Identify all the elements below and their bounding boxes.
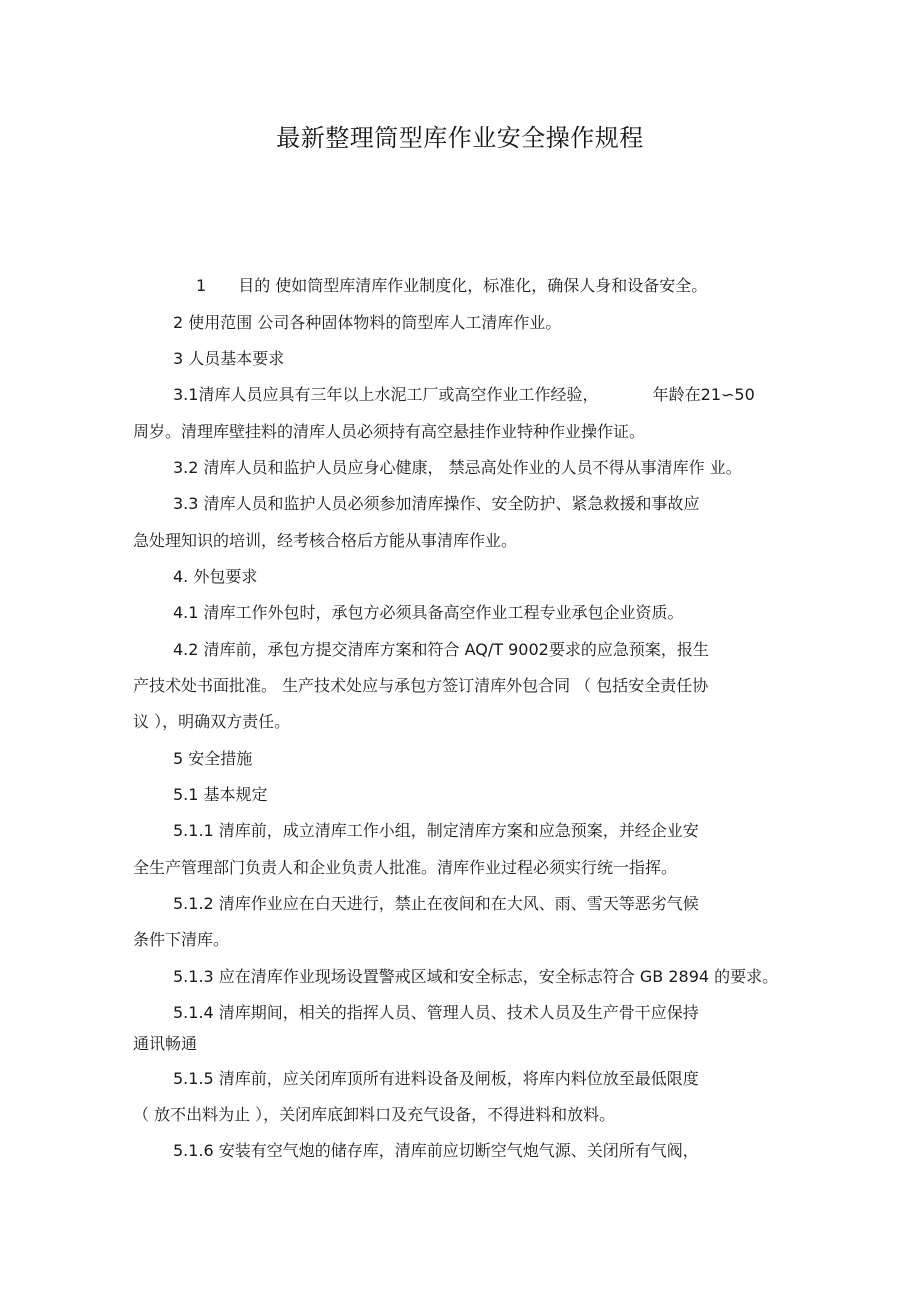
paragraph-line-25: 5.1.6 安装有空气炮的储存库，清库前应切断空气炮气源、关闭所有气阀，: [173, 1141, 699, 1160]
paragraph-line-22: 通讯畅通: [133, 1034, 198, 1053]
paragraph-line-19: 条件下清库。: [133, 930, 230, 949]
paragraph-line-20: 5.1.3 应在清库作业现场设置警戒区域和安全标志，安全标志符合 GB 2894 的要求。: [173, 967, 779, 986]
paragraph-line-15: 5.1 基本规定: [173, 785, 268, 804]
paragraph-line-21: 5.1.4 清库期间，相关的指挥人员、管理人员、技术人员及生产骨干应保持: [173, 1003, 699, 1022]
paragraph-line-24: （ 放不出料为止 ），关闭库底卸料口及充气设备，不得进料和放料。: [133, 1105, 616, 1124]
paragraph-line-4: [173, 385, 755, 405]
paragraph-line-3: 3 人员基本要求: [173, 349, 285, 368]
paragraph-text: 目的 使如筒型库清库作业制度化，标准化，确保人身和设备安全。: [238, 276, 708, 295]
paragraph-line-11: 4.2 清库前，承包方提交清库方案和符合 AQ/T 9002要求的应急预案，报生: [173, 640, 709, 659]
paragraph-line-16: 5.1.1 清库前，成立清库工作小组，制定清库方案和应急预案，并经企业安: [173, 821, 699, 840]
paragraph-line-10: 4.1 清库工作外包时，承包方必须具备高空作业工程专业承包企业资质。: [173, 603, 684, 622]
paragraph-text-a: 3.1清库人员应具有三年以上水泥工厂或高空作业工作经验，: [173, 385, 599, 404]
paragraph-text-b: 年龄在21∽50: [652, 385, 755, 404]
paragraph-line-8: 急处理知识的培训，经考核合格后方能从事清库作业。: [133, 531, 518, 550]
paragraph-line-12: 产技术处书面批准。 生产技术处应与承包方签订清库外包合同 （ 包括安全责任协: [133, 676, 709, 695]
paragraph-line-2: 2 使用范围 公司各种固体物料的筒型库人工清库作业。: [173, 313, 562, 332]
paragraph-line-17: 全生产管理部门负责人和企业负责人批准。清库作业过程必须实行统一指挥。: [133, 858, 678, 877]
paragraph-line-13: 议 ），明确双方责任。: [133, 712, 291, 731]
paragraph-line-6: 3.2 清库人员和监护人员应身心健康， 禁忌高处作业的人员不得从事清库作 业。: [173, 458, 742, 477]
paragraph-line-7: 3.3 清库人员和监护人员必须参加清库操作、安全防护、紧急救援和事故应: [173, 494, 700, 513]
paragraph-line-5: 周岁。清理库壁挂料的清库人员必须持有高空悬挂作业特种作业操作证。: [133, 422, 646, 441]
paragraph-line-14: 5 安全措施: [173, 749, 253, 768]
paragraph-line-9: 4. 外包要求: [173, 567, 258, 586]
paragraph-line-18: 5.1.2 清库作业应在白天进行，禁止在夜间和在大风、雨、雪天等恶劣气候: [173, 894, 699, 913]
paragraph-line-23: 5.1.5 清库前，应关闭库顶所有进料设备及闸板，将库内料位放至最低限度: [173, 1069, 699, 1088]
section-number: 1: [196, 276, 207, 295]
paragraph-line-1: [196, 276, 707, 296]
document-title: 最新整理筒型库作业安全操作规程: [276, 124, 644, 152]
